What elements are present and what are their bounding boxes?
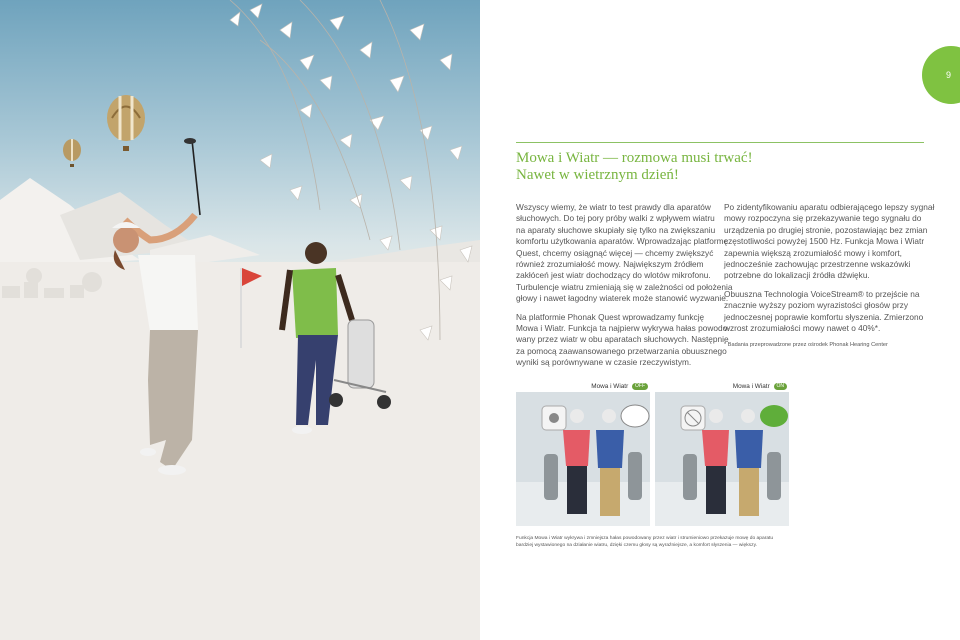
text-line: komfortu użytkowania aparatów. Wprowadzając platformę: [516, 236, 729, 247]
text-line: częstotliwości powyżej 1500 Hz. Funkcja Mowa i Wiatr: [724, 236, 925, 247]
text-line: wany przez wiatr w obu aparatach słuchowych. Następnie: [516, 334, 729, 345]
text-column-right: [724, 202, 935, 356]
title-line-2: Nawet w wietrznym dzień!: [516, 167, 679, 183]
text-line: potrzebne do lokalizacji źródła dźwięku.: [724, 270, 870, 281]
text-line: znacznie wyższy poziom wyrazistości głosów przy: [724, 300, 908, 311]
figure-caption: [516, 535, 806, 549]
hot-air-balloon-large: [107, 95, 145, 151]
text-line: również zrozumiałość mowy. Największym źródłem: [516, 259, 704, 270]
text-line: wzrost zrozumiałości mowy nawet o 40%*.: [724, 323, 881, 334]
text-line: jednoczesnej poprawie komfortu słyszenia. Zmierzono: [724, 311, 924, 322]
woman-figure: [563, 430, 590, 466]
text-line: na aparaty słuchowe skupiały się tylko na zwiększaniu: [516, 224, 716, 235]
text-line: Po zidentyfikowaniu aparatu odbierającego lepszy sygnał: [724, 202, 935, 212]
man-figure: [735, 430, 763, 468]
text-line: zakłóceń jest wiatr dochodzący do wlotów mikrofonu.: [516, 270, 711, 281]
woman-figure: [702, 430, 729, 466]
figure-label: [516, 382, 650, 392]
text-line: urządzenia po drugiej stronie, pozostawiając bez zmian: [724, 224, 928, 235]
figure-image: [516, 392, 650, 526]
text-line: mowy rozpoczyna się przekazywanie tego sygnału do: [724, 213, 922, 224]
figure-image: [655, 392, 789, 526]
text-line: Mowa i Wiatr. Funkcja ta najpierw wykrywa hałas powodo-: [516, 323, 730, 334]
speech-bubble-white: [621, 405, 649, 427]
text-line: za pomocą zaawansowanego przetwarzania obuusznego: [516, 345, 727, 356]
hot-air-balloon-small: [63, 139, 81, 167]
text-line: zapewnia większą zrozumiałość mowy i komfort,: [724, 247, 902, 258]
page-number-badge: 9: [922, 46, 960, 104]
text-line: Wszyscy wiemy, że wiatr to test prawdy dla aparatów: [516, 202, 711, 212]
figure-speech-wind-on: [655, 382, 789, 526]
text-line: Na platformie Phonak Quest wprowadzamy funkcję: [516, 311, 705, 322]
text-line: słuchowych. Do tej pory próby walki z wpływem wiatru: [516, 213, 715, 224]
title-rule: [516, 142, 924, 143]
status-tag-off: OFF: [632, 383, 648, 390]
caption-line: Funkcja Mowa i Wiatr wykrywa i zmniejsza hałas powodowany przez wiatr i strumieniowo przekazuje mowę do aparatu: [516, 536, 774, 541]
figure-label-text: Mowa i Wiatr: [732, 383, 770, 390]
paragraph: [724, 202, 935, 282]
text-line: głowy i nawet łagodny wiaterek może stanowić wyzwanie.: [516, 293, 729, 304]
text-line: Obuuszna Technologia VoiceStream® to przejście na: [724, 288, 920, 299]
figure-speech-wind-off: [516, 382, 650, 526]
status-tag-on: ON: [774, 383, 788, 390]
text-column-left: [516, 202, 733, 376]
figure-label-text: Mowa i Wiatr: [591, 383, 629, 390]
caption-line: bardziej wystawionego na działanie wiatru, dzięki czemu głosy są wyraźniejsze, a komfort słyszenia — większy.: [516, 543, 758, 548]
text-line: Turbulencje wiatru zmieniają się w zależności od położenia: [516, 281, 733, 292]
paragraph: [724, 289, 924, 335]
figure-label: [655, 382, 789, 392]
paragraph: [516, 311, 730, 369]
footnote: * Badania przeprowadzone przez ośrodek Phonak Hearing Center: [724, 342, 888, 349]
text-line: Quest, chcemy osiągnąć więcej — chcemy zwiększyć: [516, 247, 714, 258]
article-title: [516, 150, 916, 184]
text-line: wyniki są porównywane w czasie rzeczywistym.: [516, 357, 692, 368]
paragraph: [516, 202, 733, 305]
man-figure: [596, 430, 624, 468]
title-line-1: Mowa i Wiatr — rozmowa musi trwać!: [516, 150, 753, 166]
text-line: jednocześnie zachowując przestrzenne wskazówki: [724, 259, 911, 270]
speech-bubble-green: [760, 405, 788, 427]
